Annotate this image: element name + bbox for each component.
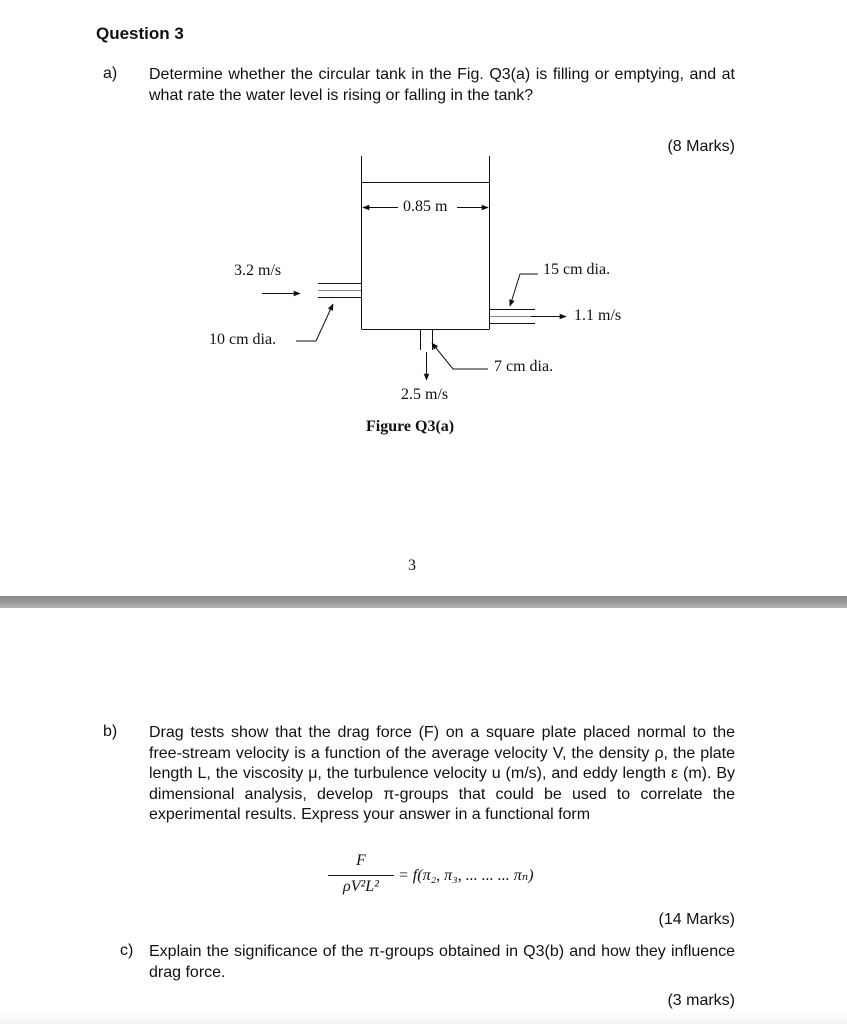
outlet-right-dia-leader [510, 274, 538, 306]
figure-caption: Figure Q3(a) [366, 418, 455, 435]
right-outlet-velocity-label: 1.1 m/s [574, 307, 622, 324]
part-a-label: a) [103, 65, 118, 82]
outlet-bottom-dia-leader [432, 343, 488, 369]
inlet-diameter-label: 10 cm dia. [209, 331, 277, 348]
part-c-label: c) [120, 942, 134, 959]
question-title: Question 3 [96, 24, 184, 43]
page-number: 3 [408, 557, 416, 574]
part-a-marks: (8 Marks) [667, 138, 735, 155]
bottom-outlet-velocity-label: 2.5 m/s [401, 386, 449, 403]
part-b-marks: (14 Marks) [658, 911, 735, 928]
fraction-bar [328, 875, 394, 876]
formula-rhs: = f(π₂, π₃, ... ... ... πₙ) [398, 867, 534, 884]
formula-denominator: ρV²L² [343, 878, 379, 895]
tank-width-label: 0.85 m [403, 198, 448, 215]
page-divider [0, 596, 847, 608]
page-bottom-shade [0, 1012, 847, 1024]
part-b-label: b) [103, 723, 118, 740]
part-c-text: Explain the significance of the π-groups obtained in Q3(b) and how they influence drag force. [149, 943, 735, 981]
part-a-text: Determine whether the circular tank in the Fig. Q3(a) is filling or emptying, and at what rate the water level is rising or falling in the tank? [149, 66, 735, 104]
inlet-dia-leader [296, 304, 333, 341]
formula-numerator: F [356, 852, 366, 869]
functional-form-formula [326, 852, 626, 902]
part-b-text: Drag tests show that the drag force (F) on a square plate placed normal to the free-stream velocity is a function of the average velocity V, the density ρ, the plate length L, the viscosity μ, the turbulence velocity u (m/s), and eddy length ε (m). By dimensional analysis, develop π-groups that could be used to correlate the experimental results. Express your answer in a functional form [149, 724, 735, 823]
part-c-marks: (3 marks) [667, 992, 735, 1009]
inlet-velocity-label: 3.2 m/s [234, 262, 282, 279]
right-outlet-diameter-label: 15 cm dia. [543, 261, 611, 278]
bottom-outlet-diameter-label: 7 cm dia. [494, 358, 554, 375]
